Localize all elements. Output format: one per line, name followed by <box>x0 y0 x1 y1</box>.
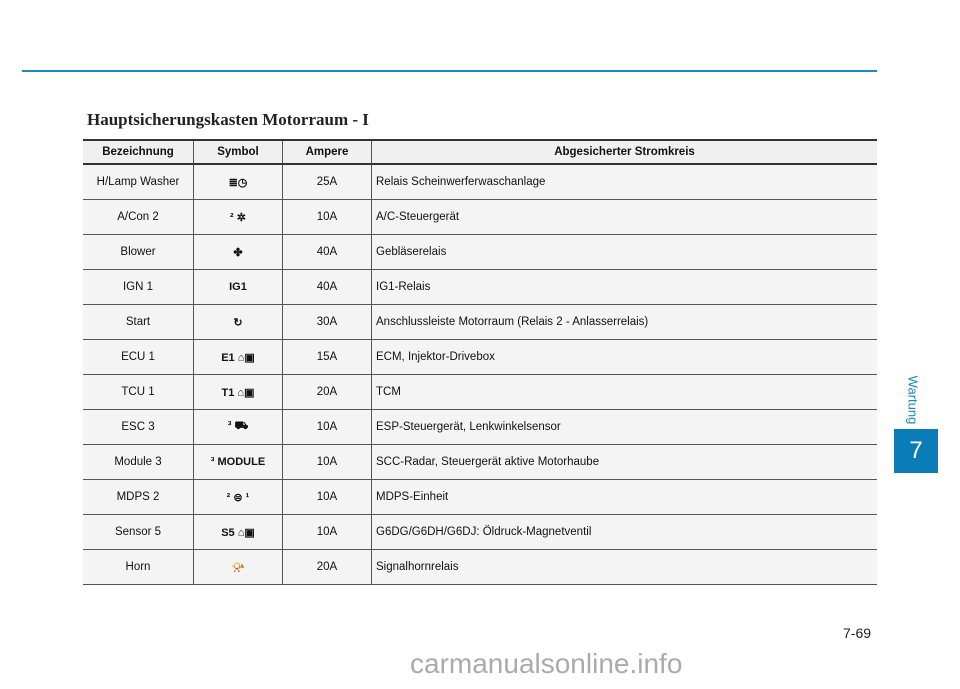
fuse-circuit: TCM <box>372 375 878 410</box>
fuse-ampere: 10A <box>283 200 372 235</box>
fuse-ampere: 10A <box>283 445 372 480</box>
table-header <box>83 140 877 164</box>
fuse-circuit: G6DG/G6DH/G6DJ: Öldruck-Magnetventil <box>372 515 878 550</box>
header-stromkreis: Abgesicherter Stromkreis <box>372 140 878 164</box>
fuse-name: TCU 1 <box>83 375 194 410</box>
fuse-name: Module 3 <box>83 445 194 480</box>
table-row <box>83 480 877 515</box>
fuse-ampere: 30A <box>283 305 372 340</box>
ig1-text-icon: IG1 <box>194 270 283 305</box>
fuse-name: Sensor 5 <box>83 515 194 550</box>
table-row <box>83 200 877 235</box>
fuse-ampere: 20A <box>283 550 372 585</box>
table-row <box>83 550 877 585</box>
page-number: 7-69 <box>843 625 872 641</box>
fuse-ampere: 10A <box>283 480 372 515</box>
esc-car-icon: ³ ⛟ <box>194 410 283 445</box>
fuse-circuit: Relais Scheinwerferwaschanlage <box>372 164 878 200</box>
header-bezeichnung: Bezeichnung <box>83 140 194 164</box>
fuse-circuit: ECM, Injektor-Drivebox <box>372 340 878 375</box>
steering-wheel-icon: ² ⊜ ¹ <box>194 480 283 515</box>
fuse-name: MDPS 2 <box>83 480 194 515</box>
fuse-circuit: ESP-Steuergerät, Lenkwinkelsensor <box>372 410 878 445</box>
fuse-ampere: 10A <box>283 410 372 445</box>
engine-book-icon: T1 ⌂▣ <box>194 375 283 410</box>
fuse-name: H/Lamp Washer <box>83 164 194 200</box>
start-arrow-icon: ↻ <box>194 305 283 340</box>
chapter-name: Wartung <box>905 375 921 425</box>
table-row <box>83 375 877 410</box>
horn-icon: 📯 <box>194 550 283 585</box>
fuse-ampere: 20A <box>283 375 372 410</box>
fuse-circuit: SCC-Radar, Steuergerät aktive Motorhaube <box>372 445 878 480</box>
watermark: carmanualsonline.info <box>410 648 683 679</box>
table-row <box>83 515 877 550</box>
table-row <box>83 270 877 305</box>
module-text-icon: ³ MODULE <box>194 445 283 480</box>
fuse-circuit: Anschlussleiste Motorraum (Relais 2 - Anlasserrelais) <box>372 305 878 340</box>
table-row <box>83 445 877 480</box>
fuse-ampere: 10A <box>283 515 372 550</box>
chapter-side-label <box>903 372 923 428</box>
headlamp-washer-icon: ≣◷ <box>194 164 283 200</box>
fuse-circuit: MDPS-Einheit <box>372 480 878 515</box>
fuse-circuit: IG1-Relais <box>372 270 878 305</box>
fuse-circuit: Gebläserelais <box>372 235 878 270</box>
top-rule <box>22 70 877 72</box>
engine-book-icon: S5 ⌂▣ <box>194 515 283 550</box>
fuse-name: ESC 3 <box>83 410 194 445</box>
blower-fan-icon: ✤ <box>194 235 283 270</box>
fuse-name: A/Con 2 <box>83 200 194 235</box>
fuse-name: IGN 1 <box>83 270 194 305</box>
header-ampere: Ampere <box>283 140 372 164</box>
chapter-tab: 7 <box>894 429 938 473</box>
section-title: Hauptsicherungskasten Motorraum - I <box>87 110 369 129</box>
fuse-ampere: 40A <box>283 235 372 270</box>
fuse-name: Blower <box>83 235 194 270</box>
table-row <box>83 410 877 445</box>
fuse-ampere: 15A <box>283 340 372 375</box>
table-row <box>83 235 877 270</box>
table-row <box>83 164 877 200</box>
fuse-name: Start <box>83 305 194 340</box>
table-row <box>83 340 877 375</box>
fuse-ampere: 40A <box>283 270 372 305</box>
ac-snowflake-icon: ² ✲ <box>194 200 283 235</box>
header-symbol: Symbol <box>194 140 283 164</box>
fuse-circuit: Signalhornrelais <box>372 550 878 585</box>
table-row <box>83 305 877 340</box>
engine-book-icon: E1 ⌂▣ <box>194 340 283 375</box>
fuse-circuit: A/C-Steuergerät <box>372 200 878 235</box>
fuse-table <box>83 139 877 585</box>
fuse-name: ECU 1 <box>83 340 194 375</box>
fuse-name: Horn <box>83 550 194 585</box>
fuse-ampere: 25A <box>283 164 372 200</box>
